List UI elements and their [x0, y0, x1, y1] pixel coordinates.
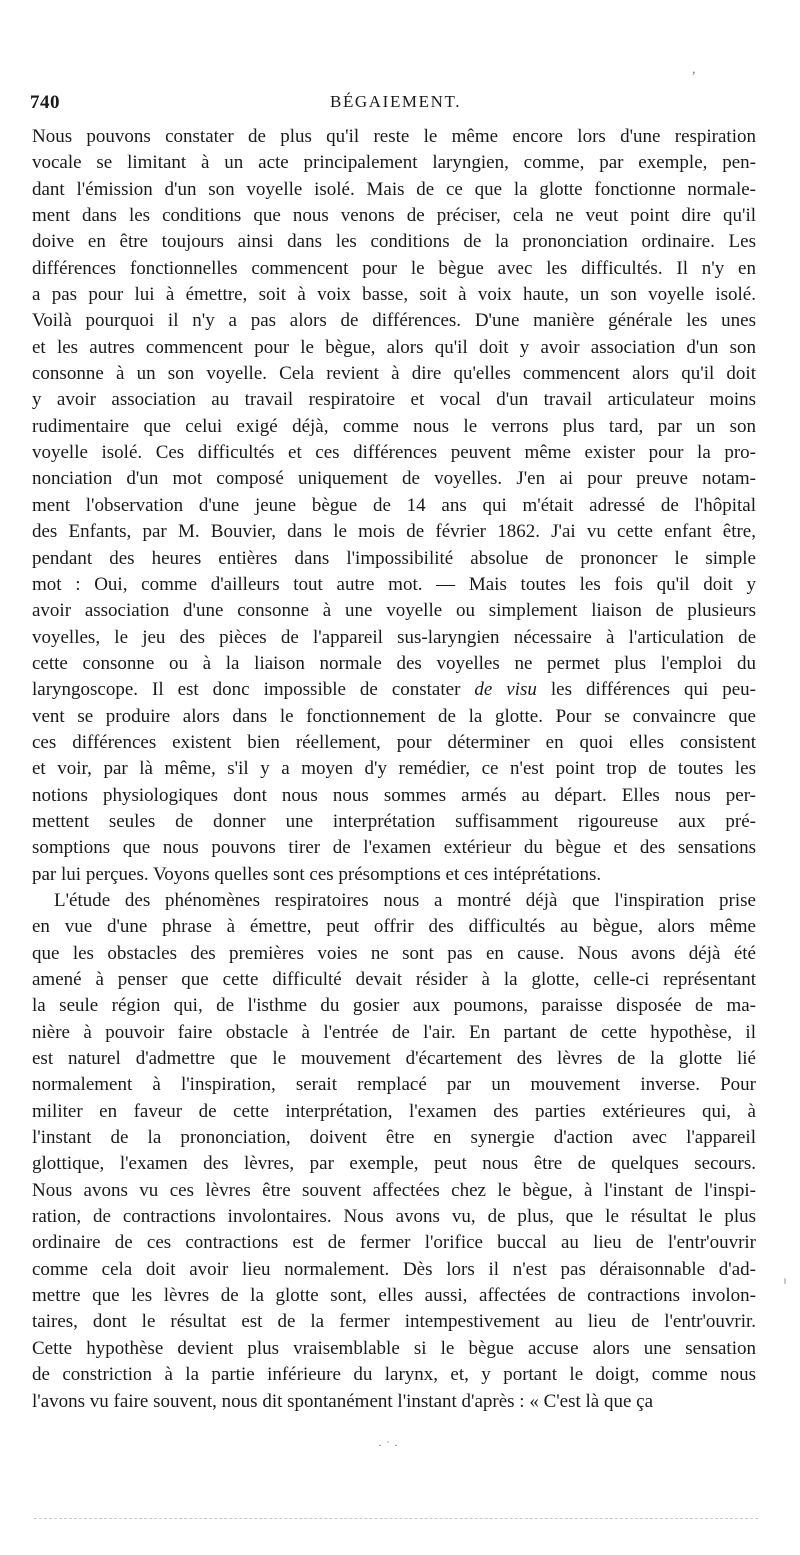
text-line: mettre que les lèvres de la glotte sont, elles aussi, affectées de contractions involon- [32, 1285, 756, 1307]
footer-rule [34, 1518, 758, 1519]
text-line: consonne à un son voyelle. Cela revient à dire qu'elles commencent alors qu'il doit [32, 363, 756, 385]
text-line: différences fonctionnelles commencent pour le bègue avec les difficultés. Il n'y en [32, 257, 756, 279]
ink-speck: , [692, 62, 696, 77]
text-line: somptions que nous pouvons tirer de l'examen extérieur du bègue et des sensations [32, 837, 756, 859]
text-line: glottique, l'examen des lèvres, par exemple, peut nous être de quelques secours. [32, 1153, 756, 1175]
text-line: que les obstacles des premières voies ne sont pas en cause. Nous avons déjà été [32, 942, 756, 964]
text-line: ces différences existent bien réellement, pour déterminer en quoi elles consistent [32, 731, 756, 753]
text-line: voyelle isolé. Ces difficultés et ces différences peuvent même exister pour la pro- [32, 442, 756, 464]
text-line: L'étude des phénomènes respiratoires nous a montré déjà que l'inspiration prise [54, 889, 756, 911]
text-line: notions physiologiques dont nous nous sommes armés au départ. Elles nous per- [32, 784, 756, 806]
text-line: la seule région qui, de l'isthme du gosier aux poumons, paraisse disposée de ma- [32, 995, 756, 1017]
text-line: Nous avons vu ces lèvres être souvent affectées chez le bègue, à l'instant de l'inspi- [32, 1179, 756, 1201]
page-header [30, 92, 760, 120]
text-line: taires, dont le résultat est de la fermer intempestivement au lieu de l'entr'ouvrir. [32, 1311, 756, 1333]
text-line: pendant des heures entières dans l'impossibilité absolue de prononcer le simple [32, 547, 756, 569]
text-line: vocale se limitant à un acte principalement laryngien, comme, par exemple, pen- [32, 152, 756, 174]
text-line: mot : Oui, comme d'ailleurs tout autre mot. — Mais toutes les fois qu'il doit y [32, 573, 756, 595]
text-line: de constriction à la partie inférieure du larynx, et, y portant le doigt, comme nous [32, 1364, 756, 1386]
text-line: Voilà pourquoi il n'y a pas alors de différences. D'une manière générale les unes [32, 310, 756, 332]
text-line: Cette hypothèse devient plus vraisemblable si le bègue accuse alors une sensation [32, 1337, 756, 1359]
text-line: ment dans les conditions que nous venons de préciser, cela ne veut point dire qu'il [32, 205, 756, 227]
text-line: des Enfants, par M. Bouvier, dans le mois de février 1862. J'ai vu cette enfant être, [32, 521, 756, 543]
text-line: nière à pouvoir faire obstacle à l'entrée de l'air. En partant de cette hypothèse, il [32, 1021, 756, 1043]
text-line: ordinaire de ces contractions est de fermer l'orifice buccal au lieu de l'entr'ouvrir [32, 1232, 756, 1254]
page-number: 740 [30, 92, 60, 113]
text-line: nonciation d'un mot composé uniquement de voyelles. J'en ai pour preuve notam- [32, 468, 756, 490]
text-line: et voir, par là même, s'il y a moyen d'y remédier, ce n'est point trop de toutes les [32, 758, 756, 780]
text-line: en vue d'une phrase à émettre, peut offrir des difficultés au bègue, alors même [32, 916, 756, 938]
text-line: l'avons vu faire souvent, nous dit spontanément l'instant d'après : « C'est là que ça [32, 1390, 654, 1412]
text-line: dant l'émission d'un son voyelle isolé. Mais de ce que la glotte fonctionne normale- [32, 178, 756, 200]
text-line: avoir association d'une consonne à une voyelle ou simplement liaison de plusieurs [32, 600, 756, 622]
text-line: doive en être toujours ainsi dans les conditions de la prononciation ordinaire. Les [32, 231, 756, 253]
text-line: par lui perçues. Voyons quelles sont ces présomptions et ces intéprétations. [32, 863, 602, 885]
text-line: Nous pouvons constater de plus qu'il reste le même encore lors d'une respiration [32, 126, 756, 147]
text-line: amené à penser que cette difficulté devait résider à la glotte, celle-ci représentant [32, 969, 756, 990]
text-line: laryngoscope. Il est donc impossible de constater de visu les différences qui peu- [32, 679, 756, 701]
body-text [32, 124, 756, 1415]
margin-mark: ˡ [784, 1276, 786, 1290]
text-line: voyelles, le jeu des pièces de l'appareil sus-laryngien nécessaire à l'articulation de [32, 626, 756, 648]
text-line: y avoir association au travail respiratoire et vocal d'un travail articulateur moins [32, 389, 756, 411]
text-line: ration, de contractions involontaires. Nous avons vu, de plus, que le résultat le plus [32, 1206, 756, 1228]
ink-specks: ·˙· [378, 1438, 402, 1452]
text-line: a pas pour lui à émettre, soit à voix basse, soit à voix haute, un son voyelle isolé. [32, 284, 756, 306]
text-line: normalement à l'inspiration, serait remplacé par un mouvement inverse. Pour [32, 1074, 756, 1096]
running-head: BÉGAIEMENT. [330, 92, 462, 111]
text-line: est naturel d'admettre que le mouvement d'écartement des lèvres de la glotte lié [32, 1048, 756, 1070]
text-line: militer en faveur de cette interprétation, l'examen des parties extérieures qui, à [32, 1100, 756, 1122]
text-line: comme cela doit avoir lieu normalement. Dès lors il n'est pas déraisonnable d'ad- [32, 1258, 756, 1280]
text-line: mettent seules de donner une interprétation suffisamment rigoureuse aux pré- [32, 810, 756, 832]
text-line: vent se produire alors dans le fonctionnement de la glotte. Pour se convaincre que [32, 705, 756, 727]
text-line: et les autres commencent pour le bègue, alors qu'il doit y avoir association d'un son [32, 336, 756, 358]
text-line: rudimentaire que celui exigé déjà, comme nous le verrons plus tard, par un son [32, 415, 756, 437]
text-line: cette consonne ou à la liaison normale des voyelles ne permet plus l'emploi du [32, 652, 756, 674]
text-line: l'instant de la prononciation, doivent être en synergie d'action avec l'appareil [32, 1127, 756, 1149]
italic-phrase: de visu [474, 679, 537, 701]
text-line: ment l'observation d'une jeune bègue de 14 ans qui m'était adressé de l'hôpital [32, 494, 756, 516]
